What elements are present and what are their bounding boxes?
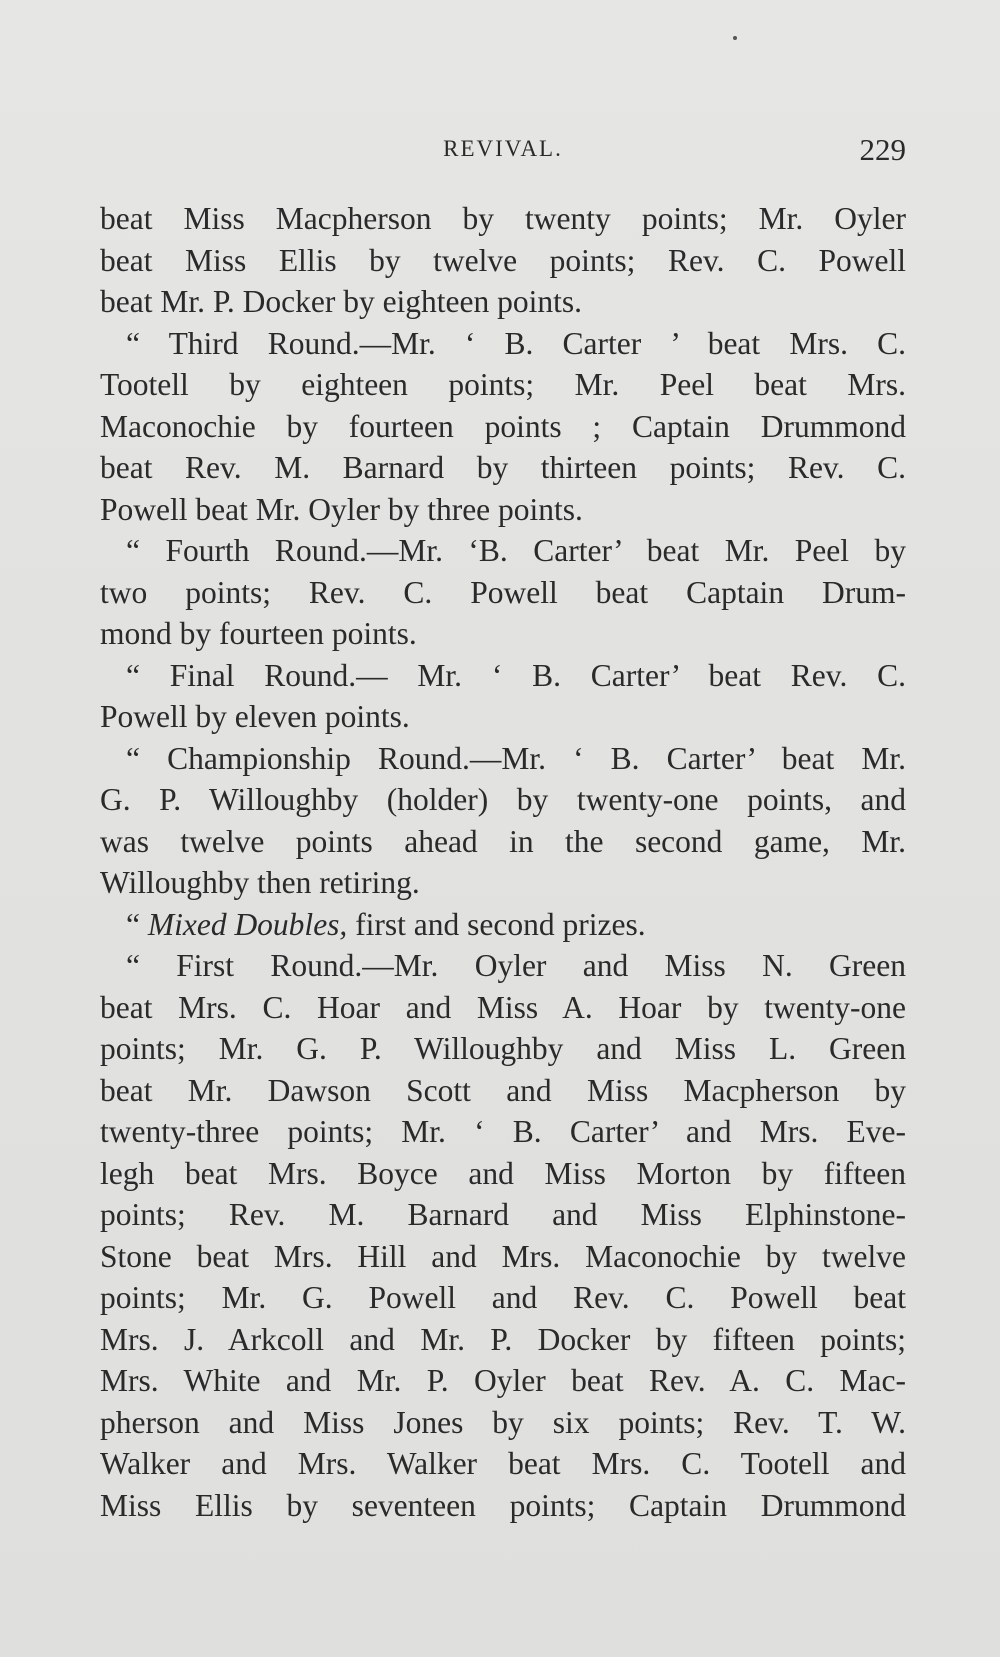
text-line: G. P. Willoughby (holder) by twenty-one points, and bbox=[100, 782, 906, 817]
text-line: “ First Round.—Mr. Oyler and Miss N. Green bbox=[126, 948, 906, 983]
text-line: beat Mr. P. Docker by eighteen points. bbox=[100, 284, 583, 319]
text-line: Tootell by eighteen points; Mr. Peel beat Mrs. bbox=[100, 367, 906, 402]
text-line: Mrs. White and Mr. P. Oyler beat Rev. A. C. Mac- bbox=[100, 1363, 906, 1398]
running-title: REVIVAL. bbox=[443, 136, 563, 161]
text-line: Miss Ellis by seventeen points; Captain Drummond bbox=[100, 1487, 906, 1523]
text-line: legh beat Mrs. Boyce and Miss Morton by fifteen bbox=[100, 1155, 906, 1191]
text-line: Powell beat Mr. Oyler by three points. bbox=[100, 491, 583, 527]
text-line: beat Mr. Dawson Scott and Miss Macpherson by bbox=[100, 1072, 906, 1108]
text-line: beat Rev. M. Barnard by thirteen points; Rev. C. bbox=[100, 450, 906, 485]
text-line: points; Rev. M. Barnard and Miss Elphinstone- bbox=[100, 1197, 906, 1232]
section-heading-italic: Mixed Doubles, bbox=[147, 906, 348, 942]
text-line: Maconochie by fourteen points ; Captain Drummond bbox=[100, 408, 906, 444]
text-line: Mrs. J. Arkcoll and Mr. P. Docker by fifteen points; bbox=[100, 1321, 906, 1357]
text-line: two points; Rev. C. Powell beat Captain Drum- bbox=[100, 574, 906, 610]
text-line: Walker and Mrs. Walker beat Mrs. C. Tootell and bbox=[100, 1446, 906, 1481]
paper-speck bbox=[733, 36, 737, 40]
text-line: twenty-three points; Mr. ‘ B. Carter’ and Mrs. Eve- bbox=[100, 1114, 906, 1149]
text-line: beat Mrs. C. Hoar and Miss A. Hoar by twenty-one bbox=[100, 989, 906, 1025]
text-line bbox=[100, 904, 906, 946]
text-line: “ Fourth Round.—Mr. ‘B. Carter’ beat Mr. Peel by bbox=[126, 533, 906, 568]
text-line: “ Championship Round.—Mr. ‘ B. Carter’ beat Mr. bbox=[126, 740, 906, 776]
text-line: was twelve points ahead in the second game, Mr. bbox=[100, 823, 906, 859]
text-line: Willoughby then retiring. bbox=[100, 865, 420, 900]
text-line: mond by fourteen points. bbox=[100, 616, 417, 651]
body-text bbox=[100, 198, 906, 1526]
text-line: Powell by eleven points. bbox=[100, 699, 410, 734]
section-heading-rest: first and second prizes. bbox=[355, 906, 646, 942]
text-line: pherson and Miss Jones by six points; Rev. T. W. bbox=[100, 1404, 906, 1440]
page-number: 229 bbox=[859, 132, 906, 167]
open-quote: “ bbox=[126, 906, 140, 942]
text-line: points; Mr. G. Powell and Rev. C. Powell beat bbox=[100, 1280, 906, 1315]
text-line: beat Miss Ellis by twelve points; Rev. C. Powell bbox=[100, 242, 906, 278]
text-line: beat Miss Macpherson by twenty points; Mr. Oyler bbox=[100, 201, 906, 236]
text-line: points; Mr. G. P. Willoughby and Miss L. Green bbox=[100, 1031, 906, 1066]
text-line: “ Final Round.— Mr. ‘ B. Carter’ beat Rev. C. bbox=[126, 657, 906, 693]
running-header bbox=[100, 132, 906, 172]
text-line: Stone beat Mrs. Hill and Mrs. Maconochie by twelve bbox=[100, 1238, 906, 1274]
text-line: “ Third Round.—Mr. ‘ B. Carter ’ beat Mrs. C. bbox=[126, 325, 906, 361]
